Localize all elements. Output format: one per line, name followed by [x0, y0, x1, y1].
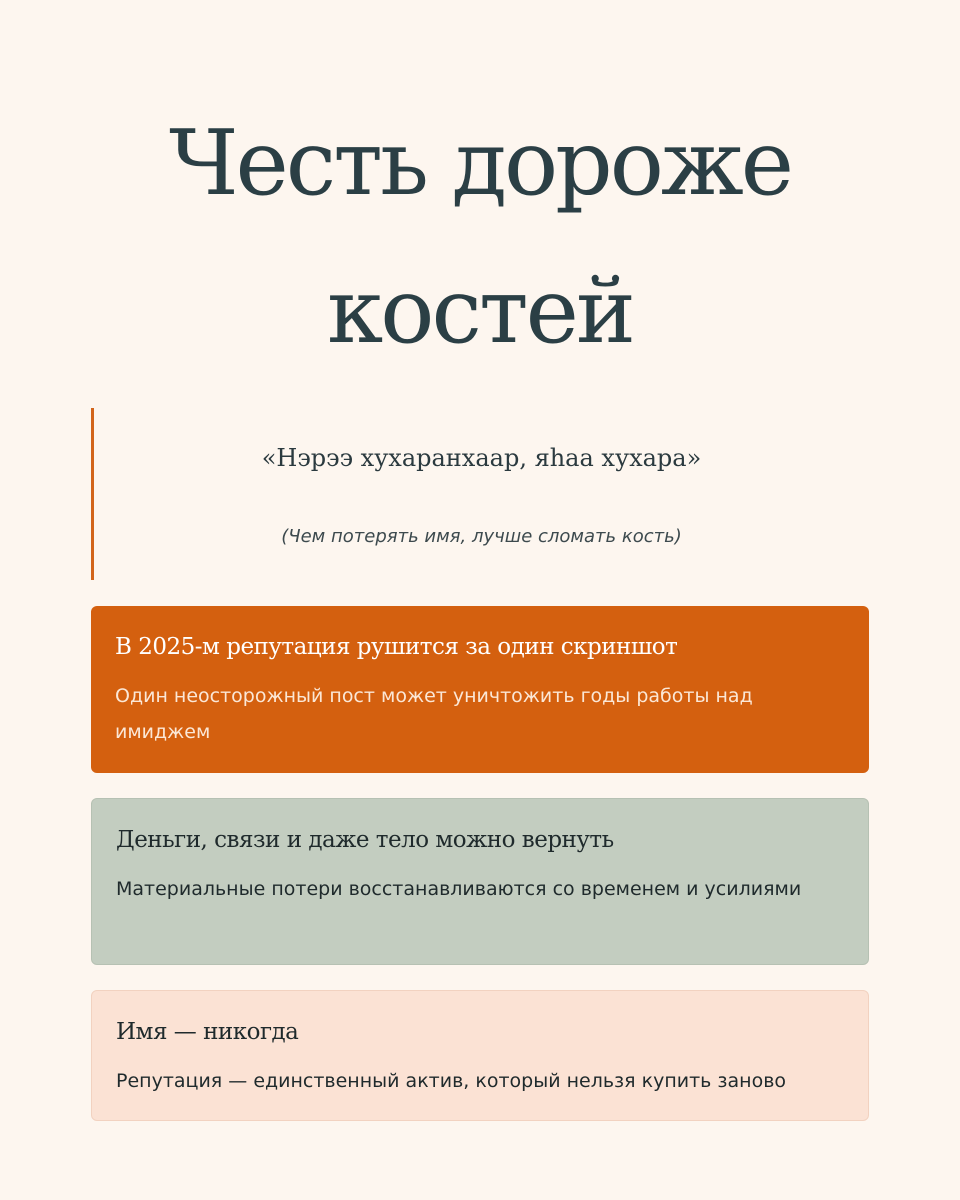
- quote-translation: (Чем потерять имя, лучше сломать кость): [281, 526, 682, 547]
- card-heading: В 2025-м репутация рушится за один скриншот: [115, 634, 678, 660]
- card-heading: Имя — никогда: [116, 1019, 299, 1045]
- quote-block: [91, 408, 869, 580]
- title-line-2: костей: [327, 259, 633, 364]
- page-title: [0, 90, 960, 386]
- quote-original: «Нэрээ хухаранхаар, яhаа хухара»: [261, 444, 702, 472]
- title-line-1: Честь дороже: [168, 111, 792, 216]
- card-name-never: [91, 990, 869, 1121]
- card-text: Один неосторожный пост может уничтожить годы работы над имиджем: [115, 685, 753, 743]
- card-reputation-screenshot: [91, 606, 869, 773]
- card-text: Репутация — единственный актив, который нельзя купить заново: [116, 1070, 787, 1092]
- card-text: Материальные потери восстанавливаются со временем и усилиями: [116, 878, 802, 900]
- card-heading: Деньги, связи и даже тело можно вернуть: [116, 827, 614, 853]
- card-recoverable-losses: [91, 798, 869, 965]
